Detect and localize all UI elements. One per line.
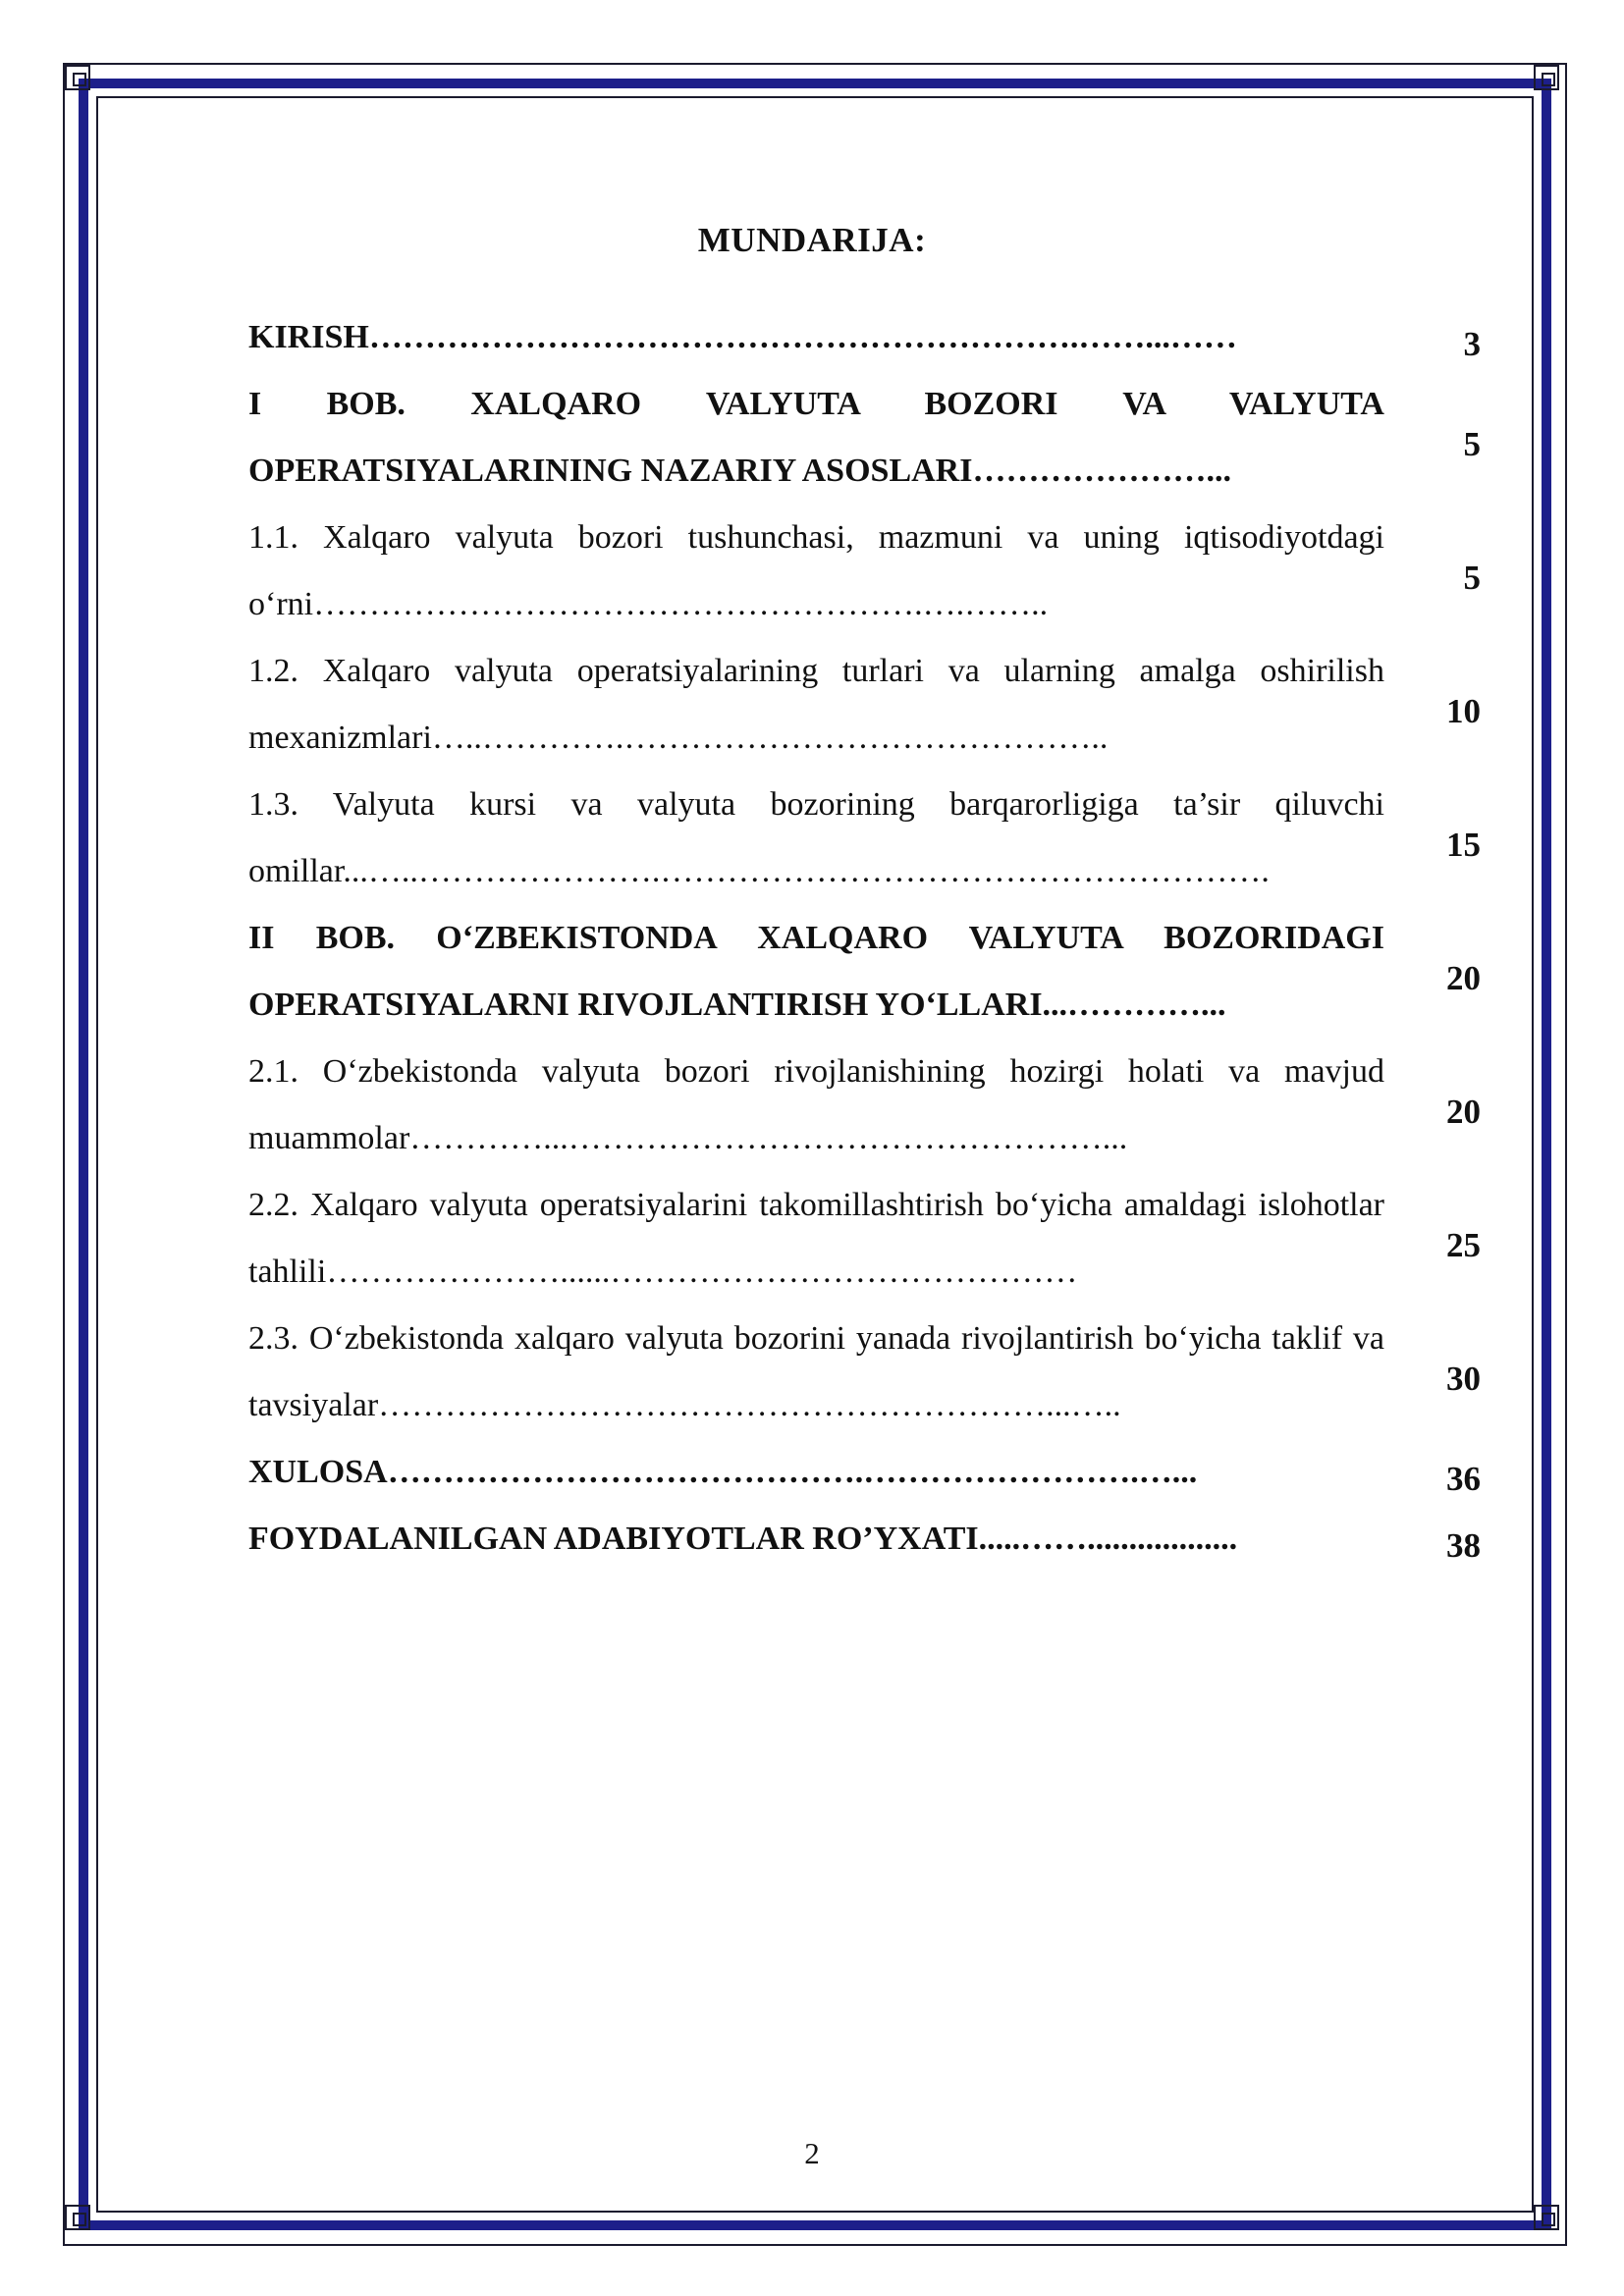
toc-entry-page: 20	[1446, 1093, 1481, 1131]
toc-entry-title: 1.2. Xalqaro valyuta operatsiyalarining turlari va ularning amalga oshirilish mexanizmlari…..………….……………………………………..	[248, 653, 1384, 756]
toc-entry-page: 38	[1446, 1526, 1481, 1565]
toc-entry-page: 20	[1446, 959, 1481, 997]
toc-entry-section-1-1[interactable]	[248, 505, 1481, 638]
toc-entry-page: 3	[1463, 325, 1481, 363]
corner-ornament	[1534, 65, 1559, 90]
toc-entry-page: 30	[1446, 1360, 1481, 1398]
toc-entry-section-1-3[interactable]	[248, 772, 1481, 905]
toc-entry-kirish[interactable]	[248, 304, 1481, 371]
toc-entry-title: 2.1. O‘zbekistonda valyuta bozori rivojlanishining hozirgi holati va mavjud muammolar…………...…………………………………………...	[248, 1053, 1384, 1156]
corner-ornament	[65, 2205, 90, 2230]
toc-entry-title: 1.1. Xalqaro valyuta bozori tushunchasi, mazmuni va uning iqtisodiyotdagi o‘rni……………………………………………….….……..	[248, 519, 1384, 622]
corner-ornament	[1534, 2205, 1559, 2230]
toc-entry-title: I BOB. XALQARO VALYUTA BOZORI VA VALYUTA OPERATSIYALARINING NAZARIY ASOSLARI…………………...	[248, 386, 1384, 489]
toc-entry-title: 2.2. Xalqaro valyuta operatsiyalarini takomillashtirish bo‘yicha amaldagi islohotlar tahlili…………………......……………………………………	[248, 1187, 1384, 1290]
toc-entry-section-2-2[interactable]	[248, 1172, 1481, 1306]
toc-entry-title: KIRISH……………………………………………………….……...……	[248, 319, 1237, 355]
toc-entry-title: 1.3. Valyuta kursi va valyuta bozorining barqarorligiga ta’sir qiluvchi omillar...…..………………….……………………………………………….	[248, 786, 1384, 889]
toc-entry-section-2-3[interactable]	[248, 1306, 1481, 1439]
toc-entry-title: FOYDALANILGAN ADABIYOTLAR RO’YXATI.....……..................	[248, 1521, 1238, 1557]
table-of-contents	[248, 304, 1481, 1573]
page-number: 2	[804, 2136, 820, 2170]
toc-entry-page: 10	[1446, 692, 1481, 730]
toc-entry-page: 15	[1446, 826, 1481, 864]
toc-entry-page: 5	[1463, 425, 1481, 463]
toc-entry-chapter-2[interactable]	[248, 905, 1481, 1039]
toc-entry-section-1-2[interactable]	[248, 638, 1481, 772]
toc-entry-title: 2.3. O‘zbekistonda xalqaro valyuta bozorini yanada rivojlantirish bo‘yicha taklif va tavsiyalar……………………………………………………...…..	[248, 1320, 1384, 1423]
page-title: MUNDARIJA:	[697, 221, 927, 259]
toc-entry-references[interactable]	[248, 1506, 1481, 1573]
corner-ornament	[65, 65, 90, 90]
toc-entry-xulosa[interactable]	[248, 1439, 1481, 1506]
toc-entry-title: II BOB. O‘ZBEKISTONDA XALQARO VALYUTA BOZORIDAGI OPERATSIYALARNI RIVOJLANTIRISH YO‘LLARI...…………...	[248, 920, 1384, 1023]
toc-entry-section-2-1[interactable]	[248, 1039, 1481, 1172]
toc-entry-title: XULOSA…………………………………….…………………….…...	[248, 1454, 1198, 1490]
toc-entry-chapter-1[interactable]	[248, 371, 1481, 505]
toc-entry-page: 25	[1446, 1226, 1481, 1264]
toc-entry-page: 36	[1446, 1460, 1481, 1498]
toc-entry-page: 5	[1463, 559, 1481, 597]
